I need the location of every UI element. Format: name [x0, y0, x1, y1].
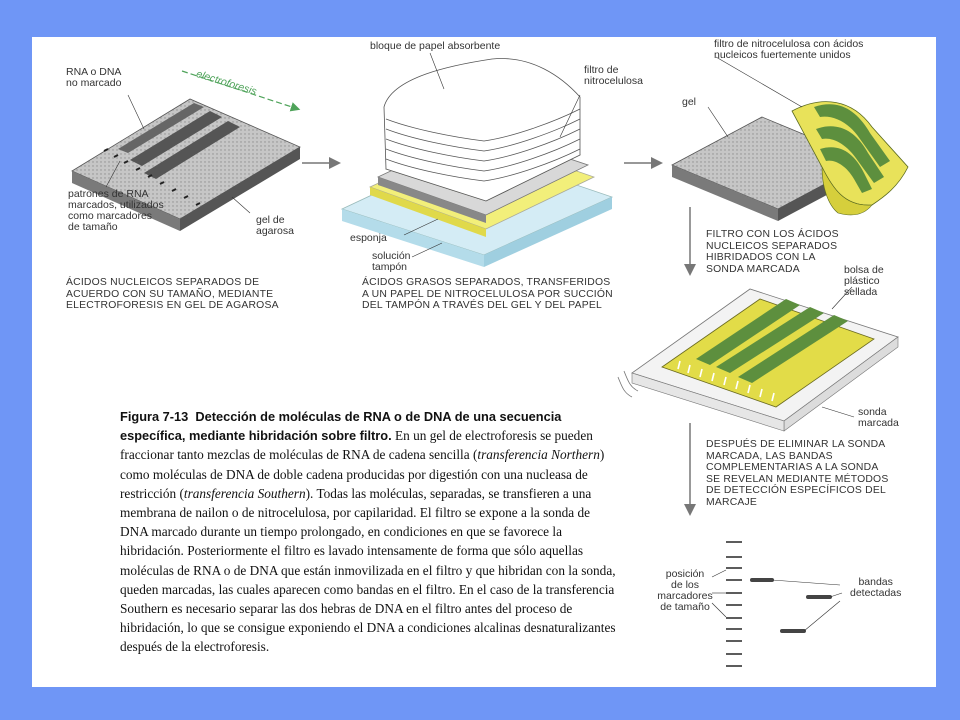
- caption-step-4: DESPUÉS DE ELIMINAR LA SONDA MARCADA, LAS BANDAS COMPLEMENTARIAS A LA SONDA SE REVELAN MEDIANTE MÉTODOS DE DETECCIÓN ESPECÍFICOS DEL MARCAJE: [706, 439, 889, 508]
- label-detected-bands: bandas detectadas: [850, 576, 902, 599]
- label-sponge: esponja: [350, 232, 387, 244]
- autoradiograph: [712, 542, 842, 666]
- gel-with-peeled-filter: [672, 57, 908, 221]
- label-agarose-gel: gel de agarosa: [256, 214, 294, 237]
- label-absorbent-paper: bloque de papel absorbente: [370, 40, 501, 52]
- label-labeled-probe: sonda marcada: [858, 406, 899, 429]
- label-unlabeled-sample: RNA o DNA no marcado: [66, 66, 122, 89]
- caption-italic: transferencia Southern: [183, 485, 306, 501]
- caption-text: ). Todas las moléculas, separadas, se transfieren a una membrana de nailon o de nitrocelulosa, por capilaridad. El filtro se expone a la sonda de DNA marcado durante un tiempo prolongado, en condiciones en que se favorece la hibridación. Posteriormente el filtro es lavado intensamente de forma que sólo aquellas moléculas de RNA o de DNA que están inmovilizada en el filtro y que hibridan con la sonda, queden marcadas, las cuales aparecen como bandas en el filtro. En el caso de la transferencia Southern es necesario separar las dos hebras de DNA en el filtro antes del proceso de hibridación, lo que se consigue exponiendo el DNA a condiciones alcalinas desnaturalizantes después de la electroforesis.: [120, 485, 616, 655]
- label-gel: gel: [682, 96, 697, 108]
- caption-step-1: ÁCIDOS NUCLEICOS SEPARADOS DE ACUERDO CON SU TAMAÑO, MEDIANTE ELECTROFORESIS EN GEL DE AGAROSA: [66, 277, 279, 311]
- figure-number: Figura 7-13: [120, 409, 189, 424]
- size-markers: [726, 542, 742, 666]
- label-electrophoresis: electroforesis: [194, 68, 259, 98]
- label-nitrocellulose-filter: filtro de nitrocelulosa: [584, 64, 643, 87]
- caption-text: En un gel de electroforesis se pueden fraccionar tanto mezclas de moléculas de RNA de cadena sencilla (: [120, 428, 593, 463]
- caption-italic: transferencia Northern: [477, 447, 600, 463]
- figure-title: Detección de moléculas de RNA o de DNA de una secuencia específica, mediante hibridación sobre filtro.: [120, 409, 562, 444]
- caption-step-2: ÁCIDOS GRASOS SEPARADOS, TRANSFERIDOS A UN PAPEL DE NITROCELULOSA POR SUCCIÓN DEL TAMPÓN A TRAVÉS DEL GEL Y DEL PAPEL: [362, 277, 613, 311]
- label-marker-positions: posición de los marcadores de tamaño: [657, 568, 713, 613]
- figure-caption: [120, 407, 620, 657]
- figure-sheet: [32, 37, 936, 687]
- label-buffer-solution: solución tampón: [372, 250, 411, 273]
- sealed-bag: [618, 287, 898, 431]
- label-size-markers: patrones de RNA marcados, utilizados como marcadores de tamaño: [68, 188, 164, 233]
- detected-bands: [752, 580, 830, 631]
- caption-step-3: FILTRO CON LOS ÁCIDOS NUCLEICOS SEPARADOS HIBRIDADOS CON LA SONDA MARCADA: [706, 229, 839, 275]
- label-filter-with-nucleic-acids: filtro de nitrocelulosa con ácidos nucleicos fuertemente unidos: [714, 38, 864, 61]
- label-sealed-bag: bolsa de plástico sellada: [844, 264, 884, 298]
- caption-text: ) como moléculas de DNA de doble cadena producidas por digestión con una nucleasa de restricción (: [120, 447, 605, 501]
